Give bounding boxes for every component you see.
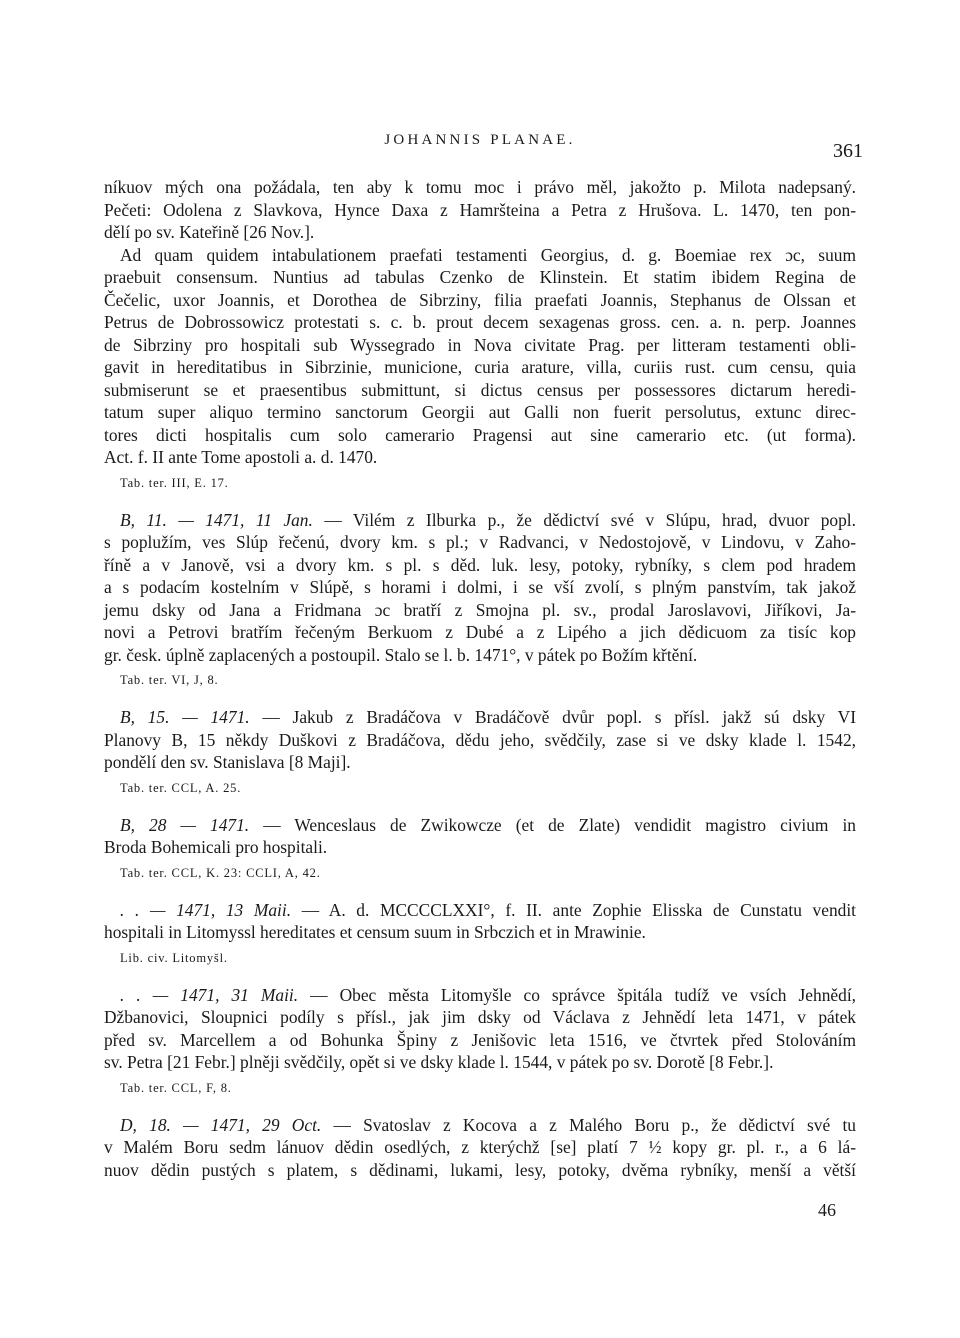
text-line: Ad quam quidem intabulationem praefati testamenti Georgius, d. g. Boemiae rex ɔc, suum: [120, 244, 856, 265]
entry-first-line: [104, 706, 856, 729]
source-citation: Tab. ter. III, E. 17.: [120, 475, 229, 490]
text-line: de Sibrziny pro hospitali sub Wyssegrado in Nova civitate Prag. per litteram testamenti obli-: [104, 334, 856, 355]
entry: [104, 706, 856, 799]
text-line: říně a v Janově, vsi a dvory km. s pl. s děd. luk. lesy, potoky, rybníky, s clem pod hradem: [104, 554, 856, 575]
date-reference: B, 28 — 1471.: [120, 814, 250, 835]
text-line: praebuit consensum. Nuntius ad tabulas Czenko de Klinstein. Et statim ibidem Regina de: [104, 267, 856, 287]
text-line: před sv. Marcellem a od Bohunka Špiny z Jenišovic leta 1516, ve čtvrtek před Stolováním: [104, 1029, 856, 1050]
date-reference: D, 18. — 1471, 29 Oct.: [120, 1114, 322, 1135]
entry-text: — Vilém z Ilburka p., že dědictví své v Slúpu, hrad, dvuor popl.: [312, 509, 856, 530]
entry-text: — Jakub z Bradáčova v Bradáčově dvůr popl. s přísl. jakž sú dsky VI: [249, 707, 856, 727]
text-line: Džbanovici, Sloupnici podíly s přísl., jak jim dsky od Václava z Jehnědí leta 1471, v pátek: [104, 1007, 856, 1027]
text-line: gr. česk. úplně zaplacených a postoupil. Stalo se l. b. 1471°, v pátek po Božím křtění.: [104, 644, 698, 665]
entry: [104, 814, 856, 884]
entry: [104, 899, 856, 969]
entry: [104, 509, 856, 692]
source-citation: Tab. ter. CCL, A. 25.: [120, 780, 242, 795]
entry-first-line: [104, 509, 856, 532]
text-line: tatum super aliquo termino sanctorum Georgii aut Galli non fuerit persolutus, extunc direc-: [104, 402, 856, 422]
text-line: v Malém Boru sedm lánuov dědin osedlých, z kterýchž [se] platí 7 ½ kopy gr. pl. r., a 6 lá-: [104, 1137, 856, 1157]
entry-text: — Obec města Litomyšle co správce špitála tudíž ve vsích Jehnědí,: [298, 984, 857, 1005]
text-line: sv. Petra [21 Febr.] plněji svědčily, opět si ve dsky klade l. 1544, v pátek po sv. Dorotě [8 Febr.].: [104, 1052, 774, 1072]
entry-first-line: [104, 899, 856, 922]
page-number: 361: [833, 140, 863, 162]
text-line: pondělí den sv. Stanislava [8 Maji].: [104, 752, 351, 772]
entry-first-line: [104, 1114, 856, 1137]
text-line: novi a Petrovi bratřím řečeným Berkuom z Dubé a z Lipého a jich dědicuom za tisíc kop: [104, 622, 856, 642]
entry: [104, 1114, 856, 1182]
text-line: gavit in hereditatibus in Sibrzinie, municione, curia arature, villa, curiis rust. cum censu, quia: [104, 357, 856, 377]
source-citation: Tab. ter. CCL, F, 8.: [120, 1080, 232, 1095]
entry-text: — Wenceslaus de Zwikowcze (et de Zlate) vendidit magistro civium in: [249, 814, 857, 835]
date-reference: B, 15. — 1471.: [120, 707, 250, 727]
text-line: s poplužím, ves Slúp řečenú, dvory km. s pl.; v Radvanci, v Nedostojově, v Lindovu, v Zaho-: [104, 532, 856, 552]
text-line: Čečelic, uxor Joannis, et Dorothea de Sibrziny, filia praefati Joannis, Stephanus de Olssan et: [104, 289, 856, 310]
source-citation: Tab. ter. CCL, K. 23: CCLI, A, 42.: [120, 865, 321, 880]
text-line: Pečeti: Odolena z Slavkova, Hynce Daxa z Hamršteina a Petra z Hrušova. L. 1470, ten pon-: [104, 199, 856, 220]
entry-first-line: [104, 984, 856, 1007]
source-citation: Lib. civ. Litomyšl.: [120, 950, 228, 965]
text-line: Petrus de Dobrossowicz protestati s. c. b. prout decem sexagenas gross. cen. a. n. perp. Joannes: [104, 312, 856, 332]
text-line: submiserunt se et praesentibus submittunt, si dictus census per possessores dictarum heredi-: [104, 379, 856, 400]
text-block: [104, 176, 856, 1181]
text-line: hospitali in Litomyssl hereditates et censum suum in Srbczich et in Mrawinie.: [104, 922, 646, 942]
entry-text: — Svatoslav z Kocova a z Malého Boru p., že dědictví své tu: [321, 1114, 856, 1135]
date-reference: B, 11. — 1471, 11 Jan.: [120, 509, 313, 530]
text-line: Planovy B, 15 někdy Duškovi z Bradáčova, dědu jeho, svědčily, zase si ve dsky klade l. 1542,: [104, 729, 856, 750]
entry: [104, 984, 856, 1099]
entry-first-line: [104, 814, 856, 837]
signature-mark: 46: [818, 1200, 836, 1220]
date-reference: . . — 1471, 31 Maii.: [120, 984, 299, 1005]
date-reference: . . — 1471, 13 Maii.: [120, 899, 292, 920]
entry-text: — A. d. MCCCCLXXI°, f. II. ante Zophie Elisska de Cunstatu vendit: [291, 899, 857, 920]
text-line: dělí po sv. Kateřině [26 Nov.].: [104, 222, 315, 242]
text-line: tores dicti hospitalis cum solo camerario Pragensi aut sine camerario etc. (ut forma).: [104, 424, 856, 445]
text-line: nuov dědin pustých s platem, s dědinami, lukami, lesy, potoky, dvěma rybníky, menší a větší: [104, 1159, 856, 1180]
text-line: jemu dsky od Jana a Fridmana ɔc bratří z Smojna pl. sv., prodal Jaroslavovi, Jiříkovi, Ja-: [104, 599, 856, 620]
text-line: a s podacím kostelním v Slúpě, s horami i dolmi, i se vší zvolí, s plným panstvím, tak jakož: [104, 577, 856, 597]
running-head: JOHANNIS PLANAE.: [384, 132, 576, 148]
continuation-paragraph: [104, 176, 856, 494]
text-line: níkuov mých ona požádala, ten aby k tomu moc i právo měl, jakožto p. Milota nadepsaný.: [104, 177, 856, 197]
source-citation: Tab. ter. VI, J, 8.: [120, 673, 219, 687]
text-line: Act. f. II ante Tome apostoli a. d. 1470.: [104, 447, 378, 467]
text-line: Broda Bohemicali pro hospitali.: [104, 837, 328, 857]
